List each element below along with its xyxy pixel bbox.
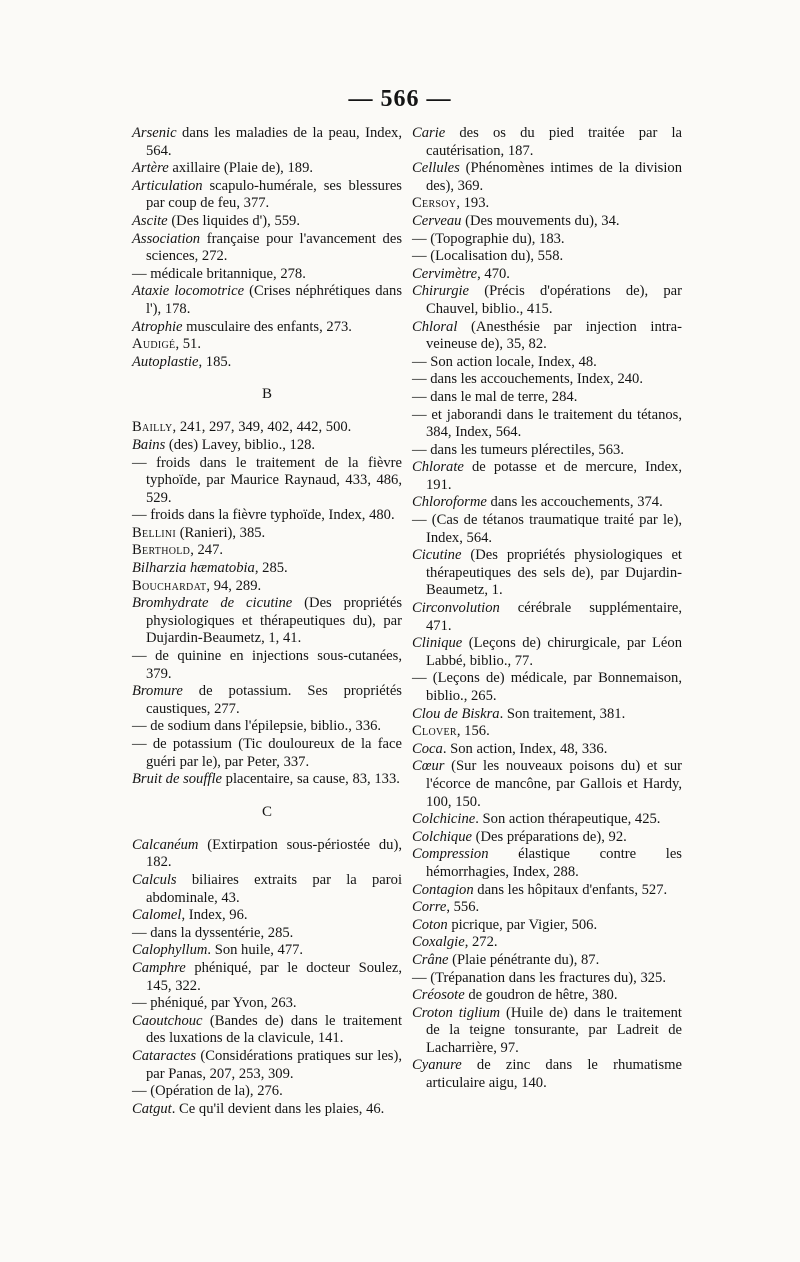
entry-text: (Anesthésie par injection intra-veineuse de), 35, 82. [426, 318, 682, 353]
index-entry [132, 336, 402, 354]
index-entry [132, 125, 402, 160]
entry-heading: Créosote [412, 987, 465, 1004]
entry-heading: Cersoy [412, 195, 457, 212]
entry-text: (des) Lavey, biblio., 128. [165, 436, 316, 453]
index-entry [132, 266, 402, 284]
section-letter: B [261, 386, 272, 403]
index-entry [412, 459, 682, 494]
entry-text: — dans les accouchements, Index, 240. [412, 371, 643, 388]
entry-text: — dans les tumeurs plérectiles, 563. [412, 441, 624, 458]
entry-heading: Atrophie [132, 318, 183, 335]
index-entry [412, 758, 682, 811]
index-entry [412, 195, 682, 213]
index-entry [132, 283, 402, 318]
index-entry [412, 882, 682, 900]
entry-text: (Sur les nouveaux poisons du) et sur l'écorce de mancône, par Gallois et Hardy, 100, 150. [426, 758, 682, 810]
entry-text: (Des liquides d'), 559. [167, 212, 301, 229]
entry-text: dans les hôpitaux d'enfants, 527. [473, 881, 668, 898]
entry-heading: Clinique [412, 635, 463, 652]
entry-heading: Cellules [412, 160, 460, 177]
index-entry [132, 542, 402, 560]
index-entry [412, 987, 682, 1005]
section-letter: C [261, 803, 272, 820]
index-entry [412, 319, 682, 354]
index-entry [132, 1013, 402, 1048]
entry-heading: Clover [412, 723, 457, 740]
entry-text: (Précis d'opérations de), par Chauvel, biblio., 415. [426, 283, 682, 317]
index-entry [412, 723, 682, 741]
entry-heading: Circonvolution [412, 600, 500, 617]
entry-text: (Ranieri), 385. [176, 524, 266, 541]
index-entry [132, 319, 402, 337]
entry-text: — (Cas de tétanos traumatique traité par le), Index, 564. [412, 512, 682, 546]
entry-heading: Calomel [132, 907, 182, 924]
entry-text: de goudron de hêtre, 380. [464, 987, 618, 1004]
entry-text: (Plaie pénétrante du), 87. [448, 951, 600, 968]
index-entry [132, 648, 402, 683]
entry-text: de zinc dans le rhumatisme articulaire aigu, 140. [426, 1057, 682, 1092]
entry-heading: Coca [412, 740, 443, 757]
entry-text: (Des propriétés physiologiques et thérapeutiques des sels de), par Dujardin-Beaumetz, 1. [426, 547, 682, 599]
entry-text: — (Leçons de) médicale, par Bonnemaison, biblio., 265. [412, 670, 682, 704]
index-entry [132, 231, 402, 266]
entry-text: . Ce qu'il devient dans les plaies, 46. [171, 1100, 385, 1117]
entry-text: placentaire, sa cause, 83, 133. [222, 771, 400, 788]
entry-heading: Artère [132, 160, 169, 177]
entry-heading: Corre [412, 899, 447, 916]
index-entry [412, 811, 682, 829]
index-entry [412, 442, 682, 460]
entry-heading: Cyanure [412, 1057, 462, 1074]
entry-heading: Bilharzia hæmatobia [132, 560, 255, 577]
index-entry [412, 125, 682, 160]
entry-heading: Bouchardat [132, 577, 207, 594]
index-entry [132, 560, 402, 578]
entry-text: axillaire (Plaie de), 189. [168, 160, 314, 177]
index-entry [412, 547, 682, 600]
entry-text: . Son action thérapeutique, 425. [475, 811, 661, 828]
index-entry [412, 635, 682, 670]
index-entry [132, 160, 402, 178]
index-entry [132, 525, 402, 543]
entry-heading: Compression [412, 846, 489, 863]
entry-text: , 193. [456, 195, 490, 212]
index-entry [412, 512, 682, 547]
index-entry [132, 736, 402, 771]
entry-text: , 285. [254, 560, 288, 577]
entry-text: — (Trépanation dans les fractures du), 325. [412, 969, 666, 986]
entry-text: . Son action, Index, 48, 336. [442, 740, 608, 757]
index-entry [132, 437, 402, 455]
entry-heading: Bellini [132, 524, 177, 541]
entry-heading: Bains [132, 436, 166, 453]
entry-text: biliaires extraits par la paroi abdominale, 43. [146, 871, 402, 906]
entry-heading: Bromhydrate de cicutine [132, 595, 293, 612]
entry-text: — phéniqué, par Yvon, 263. [132, 995, 297, 1012]
index-entry [412, 371, 682, 389]
index-entry [132, 595, 402, 648]
entry-text: (Extirpation sous-périostée du), 182. [146, 836, 402, 871]
index-entry [132, 942, 402, 960]
entry-text: , 51. [175, 336, 201, 353]
entry-text: — (Topographie du), 183. [412, 230, 565, 247]
entry-text: dans les maladies de la peau, Index, 564. [146, 125, 402, 159]
index-entry [412, 407, 682, 442]
entry-text: — froids dans la fièvre typhoïde, Index, 480. [132, 507, 395, 524]
index-entry [412, 213, 682, 231]
entry-text: . Son traitement, 381. [499, 705, 626, 722]
index-entry [412, 600, 682, 635]
index-entry [412, 829, 682, 847]
entry-text: musculaire des enfants, 273. [182, 318, 352, 335]
entry-heading: Cervimètre [412, 265, 478, 282]
entry-text: française pour l'avancement des sciences, 272. [146, 230, 402, 265]
index-entry [132, 837, 402, 872]
index-entry [132, 354, 402, 372]
index-entry [412, 970, 682, 988]
entry-text: des os du pied traitée par la cautérisation, 187. [426, 125, 682, 159]
entry-text: (Huile de) dans le traitement de la teigne tonsurante, par Ladreit de Lacharrière, 97. [426, 1004, 682, 1056]
entry-heading: Carie [412, 125, 446, 141]
entry-text: de potasse et de mercure, Index, 191. [426, 459, 682, 493]
entry-text: — de quinine en injections sous-cutanées, 379. [132, 648, 402, 682]
entry-text: — de potassium (Tic douloureux de la face guéri par le), par Peter, 337. [132, 736, 402, 770]
entry-text: (Des mouvements du), 34. [461, 212, 620, 229]
entry-heading: Chloral [412, 318, 458, 335]
entry-heading: Calophyllum [132, 942, 208, 959]
entry-heading: Caoutchouc [132, 1012, 203, 1029]
index-entry [132, 419, 402, 437]
left-column [132, 125, 402, 1118]
entry-heading: Association [132, 230, 201, 247]
entry-text: , 185. [198, 353, 232, 370]
index-entry [132, 178, 402, 213]
entry-text: — dans la dyssentérie, 285. [132, 924, 294, 941]
index-entry [132, 907, 402, 925]
index-entry [132, 925, 402, 943]
entry-heading: Chirurgie [412, 283, 470, 300]
entry-heading: Audigé [132, 336, 176, 353]
index-entry [412, 899, 682, 917]
entry-text: cérébrale supplémentaire, 471. [426, 600, 682, 634]
entry-text: — et jaborandi dans le traitement du tétanos, 384, Index, 564. [412, 406, 682, 441]
right-column [412, 125, 682, 1093]
index-entry [132, 995, 402, 1013]
entry-text: dans les accouchements, 374. [486, 494, 663, 511]
entry-heading: Camphre [132, 959, 186, 976]
entry-heading: Cataractes [132, 1047, 197, 1064]
entry-heading: Ataxie locomotrice [132, 283, 245, 300]
entry-text: , 247. [190, 542, 224, 559]
entry-text: élastique contre les hémorrhagies, Index, 288. [426, 846, 682, 880]
index-entry [132, 771, 402, 789]
entry-text: — médicale britannique, 278. [132, 265, 306, 282]
index-entry [412, 934, 682, 952]
index-entry [412, 231, 682, 249]
entry-text: — de sodium dans l'épilepsie, biblio., 336. [132, 718, 382, 735]
entry-heading: Chloroforme [412, 494, 487, 511]
entry-text: — froids dans le traitement de la fièvre typhoïde, par Maurice Raynaud, 433, 486, 529. [132, 454, 402, 506]
entry-heading: Contagion [412, 881, 474, 898]
entry-text: . Son huile, 477. [207, 942, 304, 959]
index-entry [412, 706, 682, 724]
index-entry [412, 1005, 682, 1058]
entry-text: , 156. [456, 723, 490, 740]
index-entry [132, 455, 402, 508]
entry-heading: Bruit de souffle [132, 771, 222, 788]
index-entry [412, 248, 682, 266]
index-entry [132, 213, 402, 231]
entry-heading: Arsenic [132, 125, 177, 141]
index-entry [132, 1101, 402, 1119]
entry-heading: Chlorate [412, 459, 464, 476]
index-entry [132, 1083, 402, 1101]
index-entry [132, 507, 402, 525]
entry-heading: Bailly [132, 419, 173, 436]
entry-text: (Bandes de) dans le traitement des luxations de la clavicule, 141. [146, 1012, 402, 1047]
index-entry [412, 266, 682, 284]
index-entry [132, 578, 402, 596]
entry-heading: Catgut [132, 1100, 172, 1117]
index-entry [412, 494, 682, 512]
entry-text: , 94, 289. [206, 577, 262, 594]
entry-heading: Articulation [132, 177, 203, 194]
entry-text: picrique, par Vigier, 506. [447, 916, 598, 933]
index-entry [132, 718, 402, 736]
entry-heading: Colchicine [412, 811, 476, 828]
entry-text: — Son action locale, Index, 48. [412, 353, 597, 370]
entry-heading: Crâne [412, 951, 449, 968]
entry-heading: Ascite [132, 212, 168, 229]
entry-heading: Croton tiglium [412, 1004, 501, 1021]
index-entry [412, 160, 682, 195]
entry-heading: Bromure [132, 683, 183, 700]
entry-heading: Cicutine [412, 547, 462, 564]
entry-heading: Berthold [132, 542, 191, 559]
index-entry [132, 872, 402, 907]
index-entry [412, 1057, 682, 1092]
entry-text: , 241, 297, 349, 402, 442, 500. [172, 419, 352, 436]
entry-text: , 470. [477, 265, 510, 282]
index-entry [412, 741, 682, 759]
entry-text: — (Opération de la), 276. [132, 1083, 283, 1100]
entry-text: — dans le mal de terre, 284. [412, 388, 578, 405]
entry-text: phéniqué, par le docteur Soulez, 145, 322. [146, 959, 402, 994]
entry-text: , 272. [464, 934, 498, 951]
entry-heading: Coxalgie [412, 934, 465, 951]
entry-heading: Cœur [412, 758, 445, 775]
entry-text: (Leçons de) chirurgicale, par Léon Labbé, biblio., 77. [426, 635, 682, 669]
index-entry [412, 283, 682, 318]
entry-heading: Autoplastie [132, 353, 199, 370]
entry-text: (Phénomènes intimes de la division des), 369. [426, 160, 682, 194]
index-entry [412, 846, 682, 881]
entry-text: (Considérations pratiques sur les), par Panas, 207, 253, 309. [146, 1047, 402, 1082]
entry-heading: Cerveau [412, 212, 462, 229]
entry-heading: Coton [412, 916, 448, 933]
index-entry [412, 917, 682, 935]
entry-heading: Clou de Biskra [412, 705, 500, 722]
index-entry [412, 952, 682, 970]
entry-text: (Crises néphrétiques dans l'), 178. [146, 283, 402, 317]
index-entry [412, 389, 682, 407]
entry-heading: Calculs [132, 871, 177, 888]
entry-text: scapulo-humérale, ses blessures par coup de feu, 377. [146, 177, 402, 212]
index-entry [132, 683, 402, 718]
index-entry [132, 1048, 402, 1083]
entry-text: — (Localisation du), 558. [412, 248, 564, 265]
entry-text: , Index, 96. [181, 907, 248, 924]
entry-heading: Calcanéum [132, 836, 199, 853]
entry-text: de potassium. Ses propriétés caustiques, 277. [146, 683, 402, 717]
index-entry [132, 960, 402, 995]
page-number: — 566 — [348, 86, 452, 112]
entry-text: , 556. [446, 899, 480, 916]
index-entry [412, 354, 682, 372]
index-entry [412, 670, 682, 705]
entry-text: (Des préparations de), 92. [472, 828, 627, 845]
entry-text: (Des propriétés physiologiques et thérapeutiques du), par Dujardin-Beaumetz, 1, 41. [146, 595, 402, 647]
entry-heading: Colchique [412, 828, 472, 845]
